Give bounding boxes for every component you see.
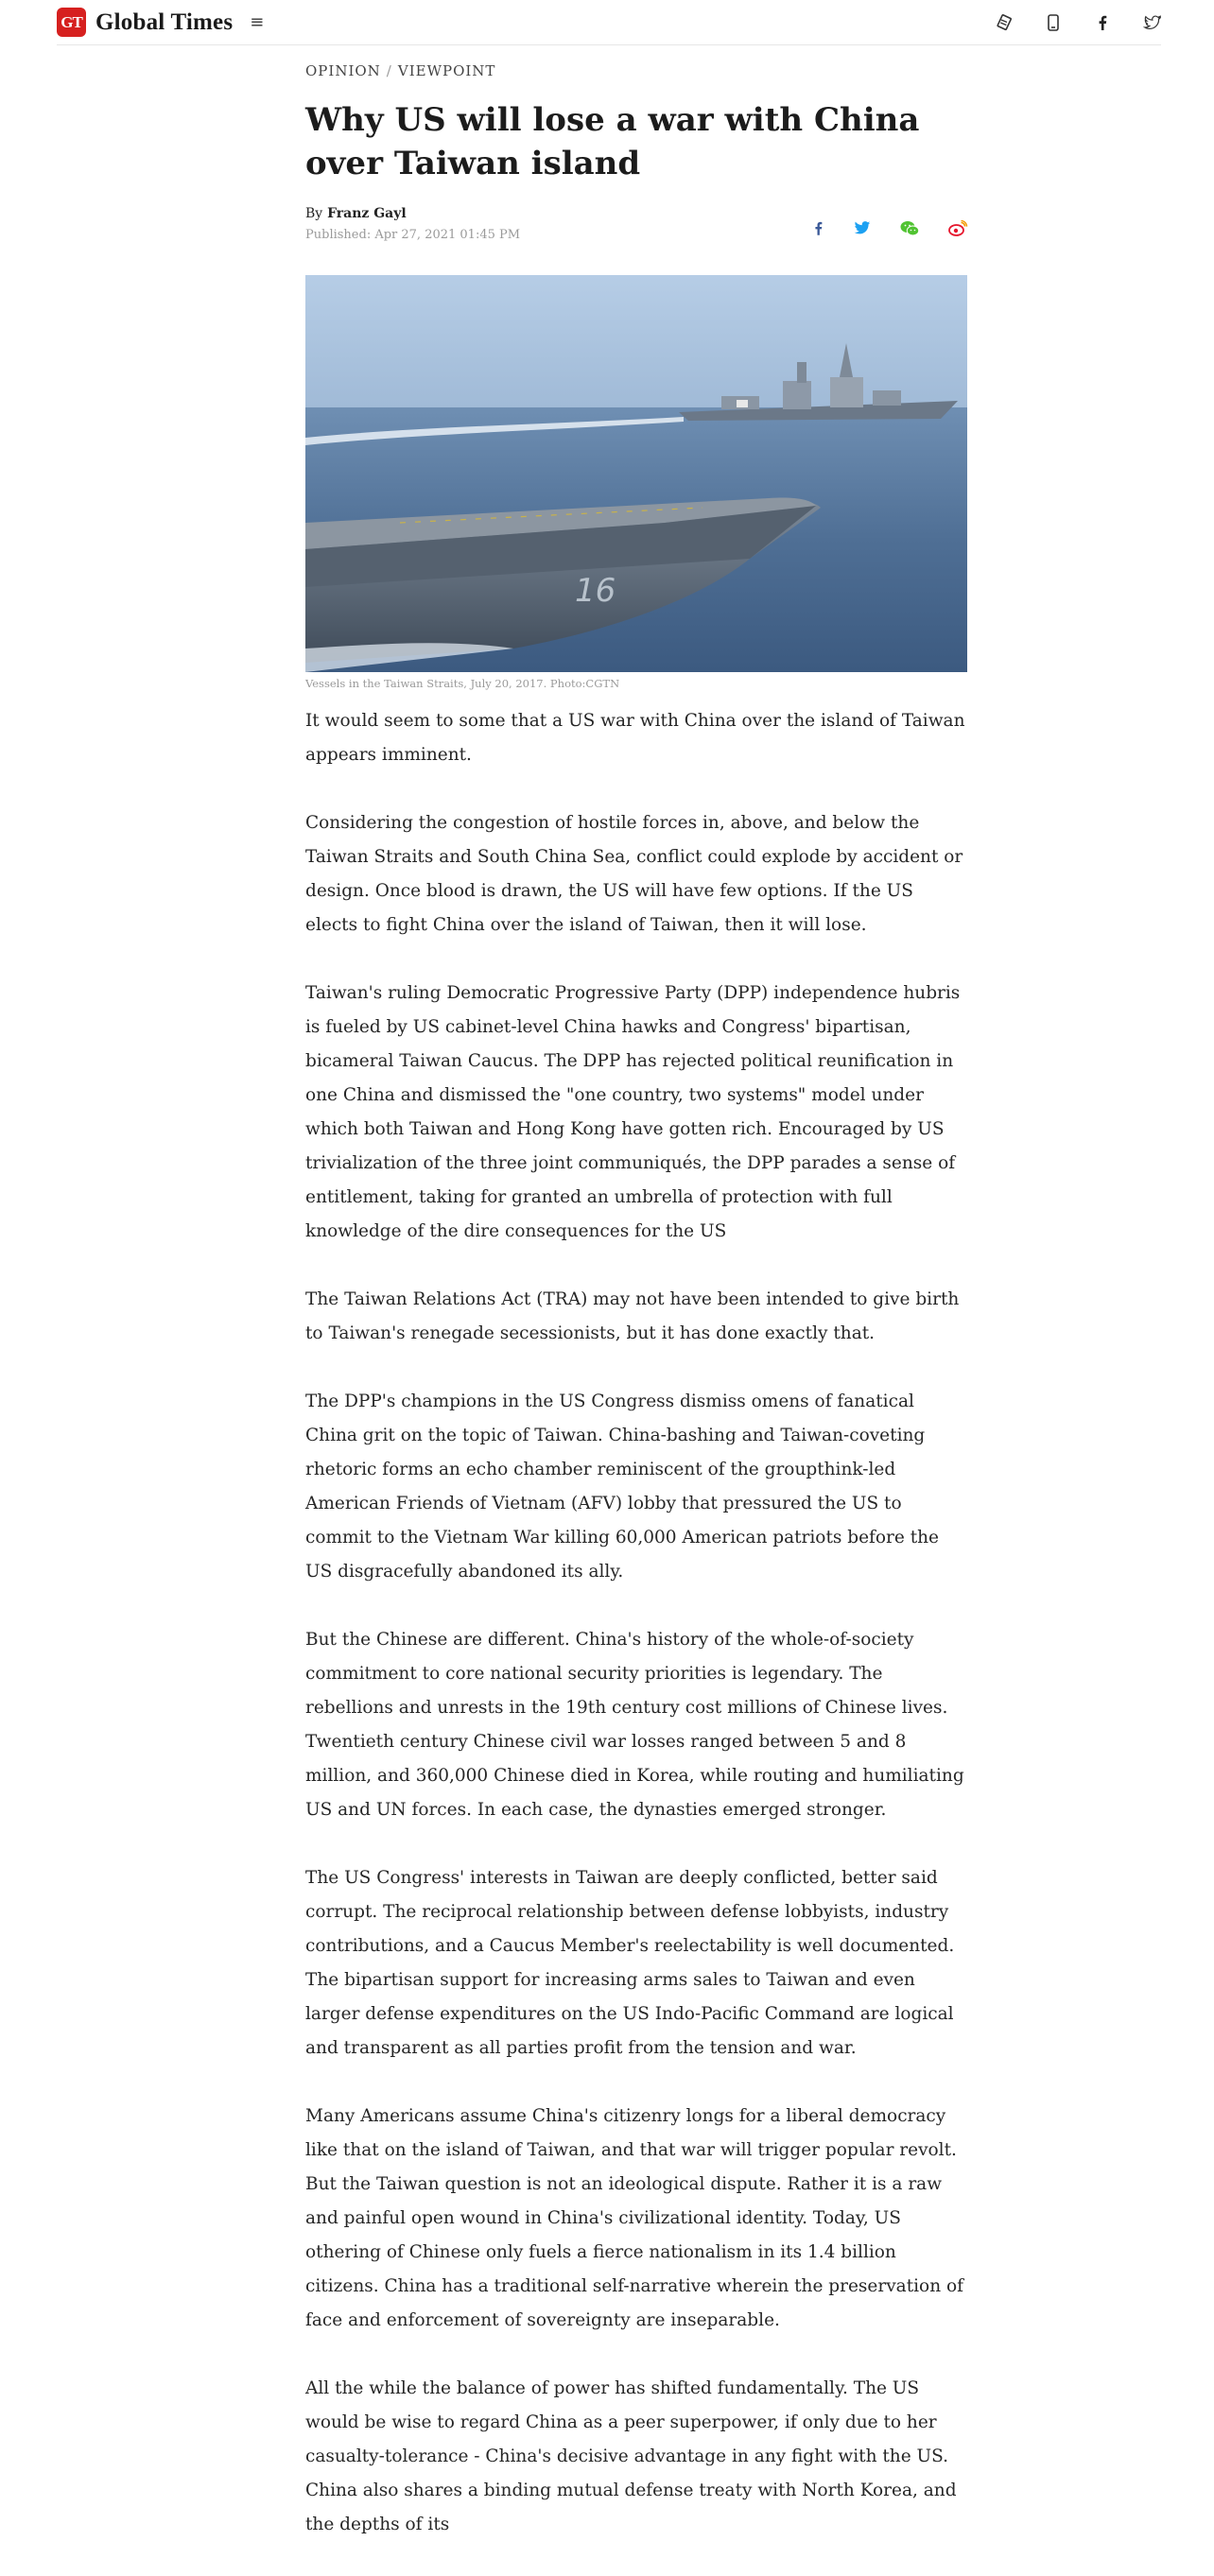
article-paragraph: It would seem to some that a US war with China over the island of Taiwan appears imminent. [305,711,965,765]
epaper-icon[interactable] [980,0,1029,45]
facebook-icon[interactable] [1078,0,1127,45]
byline-prefix: By [305,206,323,221]
article-paragraph: The Taiwan Relations Act (TRA) may not have been intended to give birth to Taiwan's renegade secessionists, but it has done exactly that. [305,1289,960,1343]
published-date: Published: Apr 27, 2021 01:45 PM [305,228,521,242]
twitter-icon[interactable] [1127,0,1161,45]
byline [305,206,407,221]
share-wechat-icon[interactable] [871,216,919,239]
header-actions [980,0,1161,45]
share-twitter-icon[interactable] [823,216,871,239]
article-paragraph: The US Congress' interests in Taiwan are deeply conflicted, better said corrupt. The reciprocal relationship between defense lobbyists, industry contributions, and a Caucus Member's reelectability is well documented. The bipartisan support for increasing arms sales to Taiwan and even larger defense expenditures on the US Indo-Pacific Command are logical and transparent as all parties profit from the tension and war. [305,1868,955,2058]
menu-icon[interactable]: ≡ [250,12,265,32]
share-facebook-icon[interactable] [774,216,823,239]
site-logo-text[interactable]: Global Times [95,9,234,35]
article-paragraph: Considering the congestion of hostile forces in, above, and below the Taiwan Straits and South China Sea, conflict could explode by accident or design. Once blood is drawn, the US will have few options. If the US elects to fight China over the island of Taiwan, then it will lose. [305,813,963,935]
image-caption: Vessels in the Taiwan Straits, July 20, 2017. Photo:CGTN [305,677,620,690]
author-name[interactable]: Franz Gayl [327,206,407,221]
breadcrumb-separator: / [386,62,392,79]
mobile-icon[interactable] [1029,0,1078,45]
share-bar [774,216,967,239]
article-paragraph: But the Chinese are different. China's history of the whole-of-society commitment to core national security priorities is legendary. The rebellions and unrests in the 19th century cost millions of Chinese lives. Twentieth century Chinese civil war losses ranged between 5 and 8 million, and 360,000 Chinese died in Korea, while routing and humiliating US and UN forces. In each case, the dynasties emerged stronger. [305,1630,964,1820]
breadcrumb-section[interactable]: OPINION [305,62,381,79]
article-title: Why US will lose a war with China over Taiwan island [305,101,920,182]
article-hero-image[interactable] [305,275,967,672]
warship-photo [305,275,967,672]
hull-number: 16 [575,572,616,610]
logo-badge[interactable]: GT [57,8,86,37]
site-header [57,0,1161,45]
article-paragraph: All the while the balance of power has shifted fundamentally. The US would be wise to regard China as a peer superpower, if only due to her casualty-tolerance - China's decisive advantage in any fight with the US. China also shares a binding mutual defense treaty with North Korea, and the depths of its [305,2378,957,2534]
article-paragraph: Many Americans assume China's citizenry longs for a liberal democracy like that on the island of Taiwan, and that war will trigger popular revolt. But the Taiwan question is not an ideological dispute. Rather it is a raw and painful open wound in China's civilizational identity. Today, US othering of Chinese only fuels a fierce nationalism in its 1.4 billion citizens. China has a traditional self-narrative wherein the preservation of face and enforcement of sovereignty are inseparable. [305,2106,963,2330]
article-paragraph: Taiwan's ruling Democratic Progressive Party (DPP) independence hubris is fueled by US cabinet-level China hawks and Congress' bipartisan, bicameral Taiwan Caucus. The DPP has rejected political reunification in one China and dismissed the "one country, two systems" model under which both Taiwan and Hong Kong have gotten rich. Encouraged by US trivialization of the three joint communiqués, the DPP parades a sense of entitlement, taking for granted an umbrella of protection with full knowledge of the dire consequences for the US [305,983,961,1241]
breadcrumb-subsection[interactable]: VIEWPOINT [397,62,496,79]
breadcrumb [305,62,495,79]
share-weibo-icon[interactable] [919,216,967,239]
article-body [305,704,967,2576]
article-paragraph: The DPP's champions in the US Congress dismiss omens of fanatical China grit on the topic of Taiwan. China-bashing and Taiwan-coveting rhetoric forms an echo chamber reminiscent of the groupthink-led American Friends of Vietnam (AFV) lobby that pressured the US to commit to the Vietnam War killing 60,000 American patriots before the US disgracefully abandoned its ally. [305,1392,939,1582]
